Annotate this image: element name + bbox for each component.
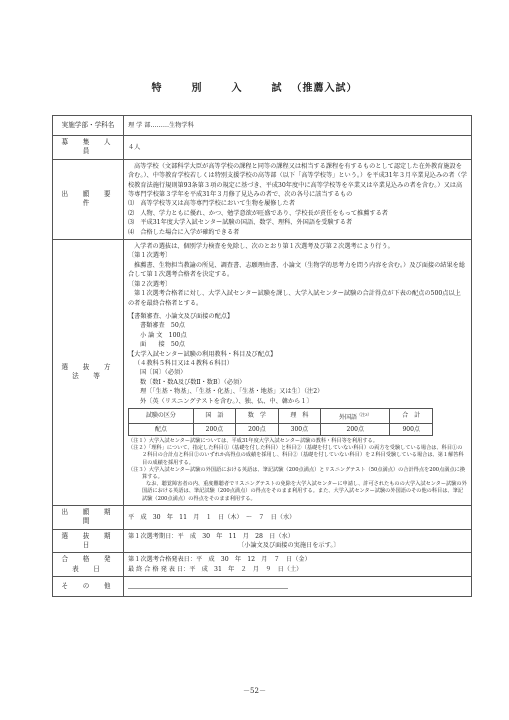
docs-item: 書類審査 50点 bbox=[140, 322, 185, 330]
subject-item: 外〔英（リスニングテストを含む。）、独、仏、中、韓から１〕 bbox=[140, 397, 313, 405]
note-item: （注１）大学入試センター試験については、平成31年度大学入試センター試験の教科・科目等を利用する。 bbox=[128, 437, 378, 444]
announce-content bbox=[124, 553, 472, 577]
score-value-cell: 900点 bbox=[390, 423, 433, 435]
subject-item: 国〔国〕（必須） bbox=[140, 369, 187, 377]
row-exam-date bbox=[53, 529, 472, 553]
row-capacity bbox=[53, 136, 472, 160]
faculty-value: 理 学 部………生物学科 bbox=[124, 116, 472, 136]
score-header-footnote: （注3） bbox=[357, 411, 372, 417]
page-title bbox=[0, 79, 509, 94]
application-value: 平 成 30 年 11 月 １ 日（木） ～ ７ 日（水） bbox=[124, 505, 472, 529]
row-requirements bbox=[53, 159, 472, 239]
admission-table bbox=[52, 115, 472, 597]
requirement-item: ⑴ 高等学校等又は高等専門学校において生物を履修した者 bbox=[128, 200, 296, 208]
blank-line bbox=[128, 584, 288, 589]
second-stage-body: 第１次選考合格者に対し、大学入試センター試験を課し、大学入試センター試験の合計得点が下表の配点の500点以上の者を最終合格者とする。 bbox=[128, 290, 461, 307]
row-application-period bbox=[53, 505, 472, 529]
requirement-item: ⑷ 合格した場合に入学が確約できる者 bbox=[128, 228, 240, 236]
score-table bbox=[128, 408, 433, 436]
exam-date-content bbox=[124, 529, 472, 553]
score-value-cell: 200点 bbox=[321, 423, 390, 435]
requirements-intro: 高等学校（文部科学大臣が高等学校の課程と同等の課程又は相当する課程を有するものとして認定した在外教育施設を含む。）、中等教育学校若しくは特別支援学校の高等部（以下「高等学校等」という。）を平成31年３月卒業見込みの者（学校教育法施行規則第93条第３項の規定に基づき、平成30年度中に高等学校等を卒業又は卒業見込みの者を含む。）又は高等専門学校第３学年を平成31年３月修了見込みの者で、次の各号に該当するもの bbox=[128, 162, 467, 199]
announce-label: 合 格 発 表 日 bbox=[53, 553, 124, 577]
docs-item: 面 接 50点 bbox=[140, 341, 185, 349]
score-value-cell: 300点 bbox=[278, 423, 320, 435]
row-selection bbox=[53, 240, 472, 506]
title-suffix: （推薦入試） bbox=[291, 83, 358, 94]
score-value-cell: 200点 bbox=[193, 423, 235, 435]
row-announcement bbox=[53, 553, 472, 577]
row-other bbox=[53, 577, 472, 597]
score-header-cell: 国 語 bbox=[193, 408, 235, 423]
docs-heading: 【書類審査、小論文及び面接の配点】 bbox=[128, 312, 234, 320]
selection-content bbox=[124, 240, 472, 506]
first-stage-heading: 〔第１次選考〕 bbox=[128, 252, 172, 260]
score-header-cell: 数 学 bbox=[236, 408, 278, 423]
requirement-item: ⑶ 平成31年度大学入試センター試験の国語、数学、理科、外国語を受験する者 bbox=[128, 219, 353, 227]
selection-intro: 入学者の選抜は、個別学力検査を免除し、次のとおり第１次選考及び第２次選考により行う。 bbox=[134, 243, 394, 251]
score-header-cell: 合 計 bbox=[390, 408, 433, 423]
capacity-label: 募 集 人 員 bbox=[53, 136, 124, 160]
capacity-value: ４人 bbox=[124, 136, 472, 160]
subject-item: 理〔「生基・物基」、「生基・化基」、「生基・地基」又は生〕（注2） bbox=[140, 388, 324, 396]
score-header-cell bbox=[321, 408, 390, 423]
score-value-cell: 200点 bbox=[236, 423, 278, 435]
application-label: 出 願 期 間 bbox=[53, 505, 124, 529]
second-stage-heading: 〔第２次選考〕 bbox=[128, 280, 172, 288]
faculty-label: 実施学部・学科名 bbox=[53, 116, 124, 136]
center-subheading: （４教科５科目又は４教科６科目） bbox=[134, 359, 233, 367]
page-number: －52－ bbox=[243, 687, 266, 695]
center-heading: 【大学入試センター試験の利用教科・科目及び配点】 bbox=[128, 350, 277, 358]
first-stage-body: 推薦書、生物担当教諭の所見、調査書、志願理由書、小論文（生物学的思考力を問う内容を含む。）及び面接の結果を総合して第１次選考合格者を決定する。 bbox=[128, 261, 466, 279]
score-value-row bbox=[129, 423, 433, 435]
score-header-cell: 試験の区分 bbox=[129, 408, 194, 423]
exam-date-note: 〔小論文及び面接の実施日を示す。〕 bbox=[238, 542, 340, 550]
selection-label: 選 抜 方 法 等 bbox=[53, 240, 124, 506]
announce-first: 第１次選考合格発表日：平 成 30 年 12 月 ７ 日（金） bbox=[128, 556, 311, 564]
note-item: （注２）「理科」について、指定した科目①（基礎を付した科目）と科目②（基礎を付していない科目）の両方を受験している場合は、科目①の２科目の合計点と科目②のいずれか高得点の成績を採用し、科目②（基礎を付していない科目）を２科目受験している場合は、第１解答科目の成績を採用する。 bbox=[128, 445, 464, 466]
subject-item: 数〔数Ⅰ・数A及び数Ⅱ・数B〕（必須） bbox=[140, 378, 246, 386]
note-item: （注３）大学入試センター試験の外国語における英語は、筆記試験（200点満点）とリスニングテスト（50点満点）の合計得点を200点満点に換算する。 bbox=[128, 466, 466, 480]
requirements-content bbox=[124, 159, 472, 239]
title-main: 特 別 入 試 bbox=[151, 83, 292, 94]
note-item: なお、聴覚障害者の内、重度難聴者でリスニングテストの免除を大学入試センターに申請し、許可されたものの大学入試センター試験の外国語における英語は、筆記試験（200点満点）の得点をそのまま利用する。また、大学入試センター試験の外国語のその他の科目は、筆記試験（200点満点）の得点をそのまま利用する。 bbox=[142, 481, 467, 502]
announce-final: 最 終 合 格 発 表 日：平 成 31 年 ２ 月 ９ 日（土） bbox=[128, 565, 303, 573]
other-content bbox=[124, 577, 472, 597]
score-value-cell: 配点 bbox=[129, 423, 194, 435]
score-header-foreign: 外国語 bbox=[338, 413, 357, 421]
exam-date-value: 第１次選考期日：平 成 30 年 11 月 28 日（水） bbox=[128, 532, 294, 540]
requirements-label: 出 願 要 件 bbox=[53, 159, 124, 239]
score-header-cell: 理 科 bbox=[278, 408, 320, 423]
exam-date-label: 選 抜 期 日 bbox=[53, 529, 124, 553]
requirement-item: ⑵ 人物、学力ともに優れ、かつ、勉学意欲が旺盛であり、学校長が責任をもって推薦する者 bbox=[128, 209, 388, 217]
row-faculty bbox=[53, 116, 472, 136]
other-label: そ の 他 bbox=[53, 577, 124, 597]
docs-item: 小 論 文 100点 bbox=[140, 331, 187, 339]
score-header-row bbox=[129, 408, 433, 423]
